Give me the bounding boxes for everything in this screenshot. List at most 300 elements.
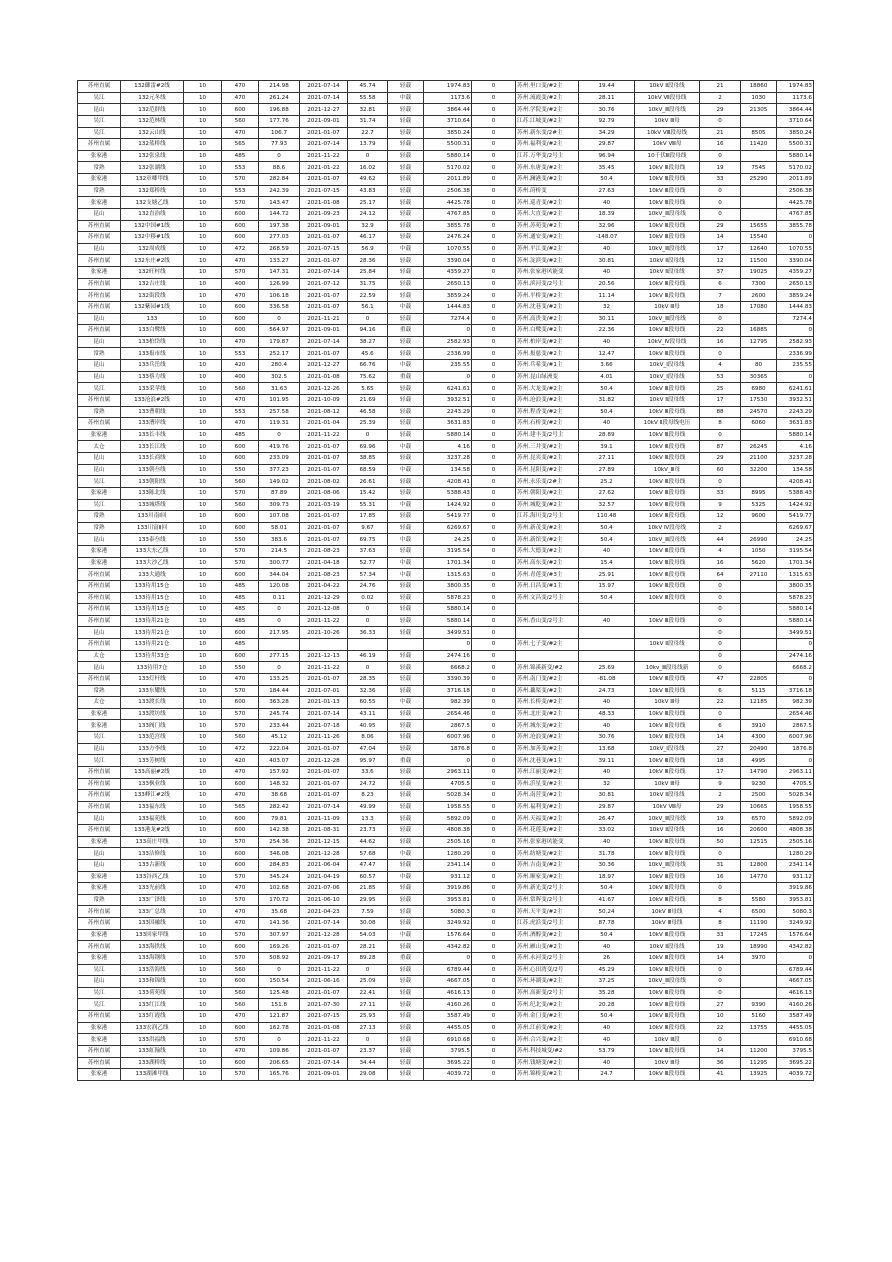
table-row (78, 371, 814, 383)
cell-region: 常熟 (78, 685, 121, 697)
cell-count: 14 (700, 232, 741, 244)
cell-bus: 10kV Ⅲ段母线 (635, 476, 700, 488)
cell-current: 196.88 (259, 104, 300, 116)
cell-date: 2021-09-01 (300, 1069, 348, 1081)
cell-current: 282.84 (259, 174, 300, 186)
cell-line-name: 132范林线 (121, 115, 184, 127)
cell-capacity: 3970 (741, 952, 777, 964)
cell-available: 2582.93 (777, 336, 814, 348)
cell-line-name: 132支塘乙线 (121, 197, 184, 209)
cell-rated-current: 470 (222, 790, 259, 802)
cell-region: 张家港 (78, 1022, 121, 1034)
cell-rated-current: 560 (222, 383, 259, 395)
cell-bus: 10kV Ⅲ母 (635, 115, 700, 127)
cell-transformer-margin: -148.07 (579, 232, 635, 244)
cell-capacity: 9230 (741, 778, 777, 790)
cell-current: 419.76 (259, 441, 300, 453)
cell-load-status: 中载 (388, 534, 424, 546)
cell-rated-current: 565 (222, 139, 259, 151)
table-row (78, 697, 814, 709)
cell-region: 常熟 (78, 894, 121, 906)
cell-transformer-margin: 40 (579, 1057, 635, 1069)
cell-bus: 10kV Ⅲ段母线 (635, 708, 700, 720)
cell-load-status: 轻载 (388, 766, 424, 778)
cell-voltage: 10 (184, 1022, 222, 1034)
cell-line-name: 132吉庄线 (121, 278, 184, 290)
cell-transformer-margin: 35.45 (579, 162, 635, 174)
cell-load-status: 中载 (388, 557, 424, 569)
cell-rated-current: 570 (222, 487, 259, 499)
cell-bus: 10kV Ⅱ段母线 (635, 81, 700, 93)
cell-current: 121.87 (259, 1011, 300, 1023)
cell-load-status: 轻载 (388, 174, 424, 186)
cell-line-name: 133回家甲线 (121, 929, 184, 941)
cell-current: 257.58 (259, 406, 300, 418)
cell-substation: 苏州.高贵变/#2主 (516, 313, 579, 325)
cell-region: 昆山 (78, 813, 121, 825)
cell-rated-current: 600 (222, 208, 259, 220)
cell-voltage: 10 (184, 325, 222, 337)
cell-region: 吴江 (78, 92, 121, 104)
cell-value: 0 (472, 1022, 516, 1034)
cell-count: 17 (700, 394, 741, 406)
table-row (78, 906, 814, 918)
cell-value: 0 (472, 894, 516, 906)
cell-count: 88 (700, 406, 741, 418)
cell-load-rate: 32.9 (348, 220, 388, 232)
cell-line-name: 133待用21仓 (121, 615, 184, 627)
cell-load-rate: 15.42 (348, 487, 388, 499)
cell-value: 0 (472, 580, 516, 592)
cell-transformer-margin: 50.4 (579, 929, 635, 941)
cell-region: 昆山 (78, 453, 121, 465)
cell-bus: 10kV Ⅶ段母线 (635, 92, 700, 104)
cell-margin: 4667.05 (424, 976, 472, 988)
cell-load-rate: 32.36 (348, 685, 388, 697)
cell-current: 45.12 (259, 732, 300, 744)
cell-substation: 苏州.香山变/2号主 (516, 615, 579, 627)
cell-count: 53 (700, 371, 741, 383)
cell-count: 0 (700, 313, 741, 325)
cell-line-name: 132直治线 (121, 208, 184, 220)
cell-voltage: 10 (184, 999, 222, 1011)
cell-load-rate: 57.68 (348, 848, 388, 860)
cell-capacity: 2500 (741, 790, 777, 802)
cell-margin: 4705.5 (424, 778, 472, 790)
cell-bus: 10kV Ⅲ段母线 (635, 836, 700, 848)
cell-line-name: 133待用21仓 (121, 639, 184, 651)
cell-capacity: 9390 (741, 999, 777, 1011)
cell-value: 0 (472, 999, 516, 1011)
cell-line-name: 133长江线 (121, 441, 184, 453)
cell-capacity (741, 185, 777, 197)
cell-bus: 10kV Ⅲ段母线 (635, 232, 700, 244)
cell-available: 0 (777, 952, 814, 964)
cell-date: 2021-03-19 (300, 499, 348, 511)
cell-region: 苏州直属 (78, 139, 121, 151)
cell-bus: 10kV Ⅲ段母线 (635, 348, 700, 360)
cell-value: 0 (472, 127, 516, 139)
cell-load-rate: 16.02 (348, 162, 388, 174)
cell-transformer-margin: 32 (579, 778, 635, 790)
cell-voltage: 10 (184, 813, 222, 825)
cell-bus: 10kV Ⅲ段母线 (635, 220, 700, 232)
cell-date: 2021-07-15 (300, 243, 348, 255)
cell-bus: 10kV Ⅲ段母线 (635, 174, 700, 186)
cell-capacity: 13925 (741, 1069, 777, 1081)
cell-voltage: 10 (184, 604, 222, 616)
cell-margin: 4342.82 (424, 941, 472, 953)
cell-count: 33 (700, 487, 741, 499)
cell-value: 0 (472, 243, 516, 255)
cell-bus: 10kV Ⅲ段母线 (635, 964, 700, 976)
cell-available: 2867.5 (777, 720, 814, 732)
table-row (78, 766, 814, 778)
cell-load-rate: 31.74 (348, 115, 388, 127)
cell-rated-current: 470 (222, 673, 259, 685)
cell-voltage: 10 (184, 801, 222, 813)
cell-load-status: 轻载 (388, 197, 424, 209)
cell-transformer-margin: 39.1 (579, 441, 635, 453)
cell-line-name: 133红江线 (121, 999, 184, 1011)
cell-date: 2021-12-15 (300, 836, 348, 848)
cell-date: 2021-01-08 (300, 197, 348, 209)
cell-line-name: 133海拱线 (121, 941, 184, 953)
cell-count: 37 (700, 267, 741, 279)
cell-margin: 2867.5 (424, 720, 472, 732)
cell-value: 0 (472, 1034, 516, 1046)
cell-date: 2021-07-14 (300, 708, 348, 720)
table-row (78, 673, 814, 685)
cell-margin: 2654.46 (424, 708, 472, 720)
cell-region: 苏州直属 (78, 906, 121, 918)
cell-bus: 10kV Ⅲ段母线 (635, 569, 700, 581)
cell-load-status: 轻载 (388, 81, 424, 93)
cell-voltage: 10 (184, 1057, 222, 1069)
cell-margin: 5080.3 (424, 906, 472, 918)
cell-substation: 苏州.金门变/#2主 (516, 1011, 579, 1023)
cell-capacity: 11295 (741, 1057, 777, 1069)
cell-available: 0 (777, 755, 814, 767)
cell-region: 吴江 (78, 499, 121, 511)
cell-current: 102.68 (259, 883, 300, 895)
cell-region: 苏州直属 (78, 301, 121, 313)
cell-current: 268.59 (259, 243, 300, 255)
cell-count: 18 (700, 301, 741, 313)
cell-count: 17 (700, 766, 741, 778)
cell-bus: 10kV Ⅲ段母线 (635, 557, 700, 569)
cell-capacity: 11200 (741, 1045, 777, 1057)
table-row (78, 313, 814, 325)
cell-bus: 10kV Ⅱ段母线 (635, 941, 700, 953)
cell-substation: 苏州.高新变/2号主 (516, 987, 579, 999)
cell-transformer-margin: 48.33 (579, 708, 635, 720)
cell-current: 119.31 (259, 418, 300, 430)
cell-transformer-margin: 18.39 (579, 208, 635, 220)
cell-line-name: 133海钢线 (121, 952, 184, 964)
cell-transformer-margin: 3.66 (579, 360, 635, 372)
cell-transformer-margin: 40 (579, 1034, 635, 1046)
cell-value: 0 (472, 208, 516, 220)
cell-bus: 10kV Ⅲ段母线 (635, 383, 700, 395)
table-row (78, 476, 814, 488)
cell-count: 0 (700, 662, 741, 674)
table-row (78, 708, 814, 720)
cell-load-status: 轻载 (388, 267, 424, 279)
cell-load-status: 轻载 (388, 1034, 424, 1046)
cell-date: 2021-01-07 (300, 941, 348, 953)
cell-available: 1315.63 (777, 569, 814, 581)
cell-transformer-margin: 22.36 (579, 325, 635, 337)
cell-margin: 3795.5 (424, 1045, 472, 1057)
cell-available: 2341.14 (777, 859, 814, 871)
cell-line-name: 133广泽线 (121, 894, 184, 906)
cell-load-rate: 38.27 (348, 336, 388, 348)
cell-current: 141.36 (259, 918, 300, 930)
table-row (78, 580, 814, 592)
cell-margin: 2011.89 (424, 174, 472, 186)
cell-substation: 苏州.福利变/#2主 (516, 139, 579, 151)
cell-capacity: 20600 (741, 825, 777, 837)
cell-current: 106.18 (259, 290, 300, 302)
cell-capacity: 11420 (741, 139, 777, 151)
cell-load-status: 轻载 (388, 743, 424, 755)
load-table (77, 80, 814, 1081)
cell-substation: 苏州.三井变/#2主 (516, 441, 579, 453)
cell-available: 4.16 (777, 441, 814, 453)
cell-value: 0 (472, 929, 516, 941)
cell-transformer-margin: 32 (579, 301, 635, 313)
cell-transformer-margin: 27.63 (579, 185, 635, 197)
cell-current: 309.73 (259, 499, 300, 511)
cell-rated-current: 600 (222, 1057, 259, 1069)
cell-bus: 10kV_Ⅰ段母线 (635, 743, 700, 755)
cell-rated-current: 570 (222, 836, 259, 848)
cell-line-name: 132云山线 (121, 127, 184, 139)
cell-bus: 10kV Ⅲ母 (635, 697, 700, 709)
cell-current: 149.02 (259, 476, 300, 488)
cell-rated-current: 470 (222, 766, 259, 778)
cell-capacity: 14790 (741, 766, 777, 778)
cell-load-status: 轻载 (388, 662, 424, 674)
cell-transformer-margin: 92.79 (579, 115, 635, 127)
cell-available: 1958.55 (777, 801, 814, 813)
cell-bus: 10kV_Ⅲ段母线 (635, 104, 700, 116)
cell-bus (635, 650, 700, 662)
cell-current: 222.04 (259, 743, 300, 755)
cell-value: 0 (472, 813, 516, 825)
cell-value: 0 (472, 952, 516, 964)
cell-voltage: 10 (184, 476, 222, 488)
cell-load-status: 轻载 (388, 348, 424, 360)
cell-substation: 苏州.江前变/#2主 (516, 1022, 579, 1034)
cell-line-name: 132中移#1线 (121, 232, 184, 244)
cell-transformer-margin: 30.11 (579, 313, 635, 325)
cell-voltage: 10 (184, 208, 222, 220)
cell-line-name: 133福东线 (121, 801, 184, 813)
cell-current: 261.24 (259, 92, 300, 104)
cell-margin: 2650.13 (424, 278, 472, 290)
cell-bus: 10kV Ⅲ段母线 (635, 871, 700, 883)
cell-load-status: 轻载 (388, 418, 424, 430)
cell-line-name: 133采苹线 (121, 383, 184, 395)
cell-margin: 134.58 (424, 464, 472, 476)
cell-substation: 苏州.滨河变/2号主 (516, 278, 579, 290)
table-row (78, 918, 814, 930)
cell-voltage: 10 (184, 255, 222, 267)
table-row (78, 104, 814, 116)
cell-load-status: 中载 (388, 441, 424, 453)
cell-substation: 苏州.心田湾变/2号 (516, 964, 579, 976)
cell-current: 58.01 (259, 522, 300, 534)
cell-capacity: 5115 (741, 685, 777, 697)
cell-line-name: 132郑桥线 (121, 185, 184, 197)
cell-count: 4 (700, 906, 741, 918)
table-row (78, 150, 814, 162)
cell-margin: 6241.61 (424, 383, 472, 395)
cell-current: 252.17 (259, 348, 300, 360)
table-row (78, 871, 814, 883)
cell-margin: 1701.34 (424, 557, 472, 569)
cell-load-rate: 22.7 (348, 127, 388, 139)
cell-count: 0 (700, 987, 741, 999)
cell-value: 0 (472, 534, 516, 546)
cell-transformer-margin: -81.08 (579, 673, 635, 685)
cell-transformer-margin: 28.89 (579, 429, 635, 441)
cell-count: 25 (700, 383, 741, 395)
cell-date: 2021-11-22 (300, 964, 348, 976)
cell-substation: 苏州.新馆变/#2主 (516, 534, 579, 546)
cell-substation: 苏州.大龙变/#2主 (516, 383, 579, 395)
cell-date: 2021-01-07 (300, 790, 348, 802)
cell-transformer-margin: 28.11 (579, 92, 635, 104)
cell-substation: 苏州.南营变/#2主 (516, 790, 579, 802)
cell-margin: 6668.2 (424, 662, 472, 674)
cell-available: 0 (777, 673, 814, 685)
cell-capacity: 1030 (741, 92, 777, 104)
cell-capacity: 21305 (741, 104, 777, 116)
cell-count: 12 (700, 255, 741, 267)
cell-bus (635, 627, 700, 639)
cell-load-rate: 37.63 (348, 546, 388, 558)
cell-substation: 苏州.兵希变/#1主 (516, 360, 579, 372)
cell-region: 张家港 (78, 883, 121, 895)
cell-bus: 10kV Ⅲ段母线 (635, 325, 700, 337)
cell-available: 2505.16 (777, 836, 814, 848)
table-row (78, 197, 814, 209)
cell-line-name: 133高丽#2线 (121, 766, 184, 778)
cell-load-rate: 60.55 (348, 697, 388, 709)
cell-load-rate: 13.3 (348, 813, 388, 825)
cell-bus: 10kV Ⅲ段母线 (635, 1045, 700, 1057)
cell-transformer-margin: 26 (579, 952, 635, 964)
cell-available: 4425.78 (777, 197, 814, 209)
cell-line-name: 133待用33仓 (121, 650, 184, 662)
cell-date: 2021-04-22 (300, 580, 348, 592)
cell-load-status: 中载 (388, 848, 424, 860)
cell-available: 3716.18 (777, 685, 814, 697)
cell-load-status: 轻载 (388, 906, 424, 918)
cell-bus: 10kV Ⅲ段母线 (635, 929, 700, 941)
cell-voltage: 10 (184, 557, 222, 569)
cell-current: 282.42 (259, 801, 300, 813)
cell-transformer-margin: 50.24 (579, 906, 635, 918)
cell-line-name: 133湖桥线 (121, 1057, 184, 1069)
cell-line-name: 133古新线 (121, 859, 184, 871)
cell-load-rate: 46.19 (348, 650, 388, 662)
cell-load-status: 轻载 (388, 511, 424, 523)
cell-margin: 0 (424, 371, 472, 383)
cell-region: 昆山 (78, 313, 121, 325)
cell-region: 昆山 (78, 104, 121, 116)
cell-line-name: 133峰江#2线 (121, 790, 184, 802)
cell-margin: 3859.24 (424, 290, 472, 302)
cell-bus: 10kV Ⅲ母线 (635, 918, 700, 930)
cell-load-status: 轻载 (388, 941, 424, 953)
cell-date: 2021-01-07 (300, 127, 348, 139)
cell-load-status: 轻载 (388, 278, 424, 290)
cell-value: 0 (472, 476, 516, 488)
cell-value: 0 (472, 1011, 516, 1023)
cell-load-rate: 47.04 (348, 743, 388, 755)
cell-region: 太仓 (78, 650, 121, 662)
cell-substation: 苏州.北庄变/#2主 (516, 708, 579, 720)
cell-region: 苏州直属 (78, 569, 121, 581)
cell-capacity: 5160 (741, 1011, 777, 1023)
cell-count: 12 (700, 511, 741, 523)
cell-margin: 1173.6 (424, 92, 472, 104)
cell-current: 177.76 (259, 115, 300, 127)
cell-load-rate: 8.06 (348, 732, 388, 744)
table-row (78, 406, 814, 418)
cell-margin: 5170.02 (424, 162, 472, 174)
cell-capacity: 9600 (741, 511, 777, 523)
cell-line-name: 133大通线 (121, 569, 184, 581)
cell-value: 0 (472, 162, 516, 174)
cell-voltage: 10 (184, 662, 222, 674)
cell-substation: 苏州.科技城变/#2 (516, 1045, 579, 1057)
cell-capacity: 12515 (741, 836, 777, 848)
cell-region: 苏州直属 (78, 615, 121, 627)
cell-line-name: 133朝叁线 (121, 464, 184, 476)
cell-substation: 苏州.城乾变/#2主 (516, 499, 579, 511)
cell-substation: 苏州.石桥变/#2主 (516, 418, 579, 430)
cell-current: 363.28 (259, 697, 300, 709)
cell-current: 144.72 (259, 208, 300, 220)
cell-line-name: 133长商线 (121, 453, 184, 465)
cell-line-name: 133和锦线 (121, 976, 184, 988)
cell-transformer-margin: 20.28 (579, 999, 635, 1011)
cell-date: 2021-07-18 (300, 720, 348, 732)
cell-current: 143.47 (259, 197, 300, 209)
cell-margin: 4.16 (424, 441, 472, 453)
cell-available: 931.12 (777, 871, 814, 883)
cell-substation: 苏州.钱塘变/#2主 (516, 1057, 579, 1069)
cell-line-name: 133报市线 (121, 348, 184, 360)
cell-load-rate: 75.62 (348, 371, 388, 383)
table-row (78, 360, 814, 372)
cell-transformer-margin: 50.4 (579, 592, 635, 604)
cell-rated-current: 560 (222, 987, 259, 999)
cell-date (300, 639, 348, 651)
cell-line-name: 133兵岳线 (121, 360, 184, 372)
cell-capacity (741, 476, 777, 488)
cell-substation (516, 627, 579, 639)
cell-region: 苏州直属 (78, 255, 121, 267)
cell-count: 14 (700, 1045, 741, 1057)
table-row (78, 267, 814, 279)
cell-region: 昆山 (78, 534, 121, 546)
